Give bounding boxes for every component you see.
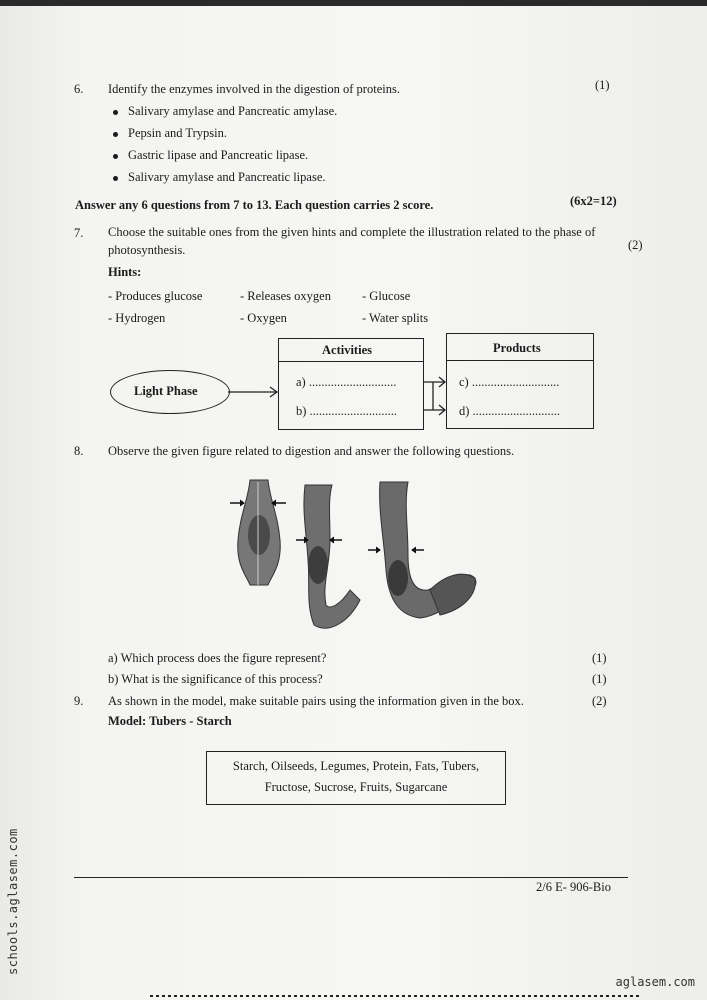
q9-model: Model: Tubers - Starch [108, 714, 232, 728]
q8b-score: (1) [592, 672, 607, 686]
q9-box-line2: Fructose, Sucrose, Fruits, Sugarcane [264, 780, 448, 794]
q7-hint: - Releases oxygen [240, 289, 331, 303]
q7-hints-label: Hints: [108, 265, 142, 279]
q7-text-line1: Choose the suitable ones from the given hints and complete the illustration related to the phase of [108, 225, 596, 239]
q6-option: Gastric lipase and Pancreatic lipase. [128, 148, 309, 162]
q6-option: Salivary amylase and Pancreatic lipase. [128, 170, 326, 184]
q9-score: (2) [592, 694, 607, 708]
q6-number: 6. [74, 82, 84, 96]
q6-option: Pepsin and Trypsin. [128, 126, 227, 140]
q7-text-line2: photosynthesis. [108, 243, 186, 257]
products-header: Products [493, 341, 541, 355]
q7-hint: - Water splits [362, 311, 429, 325]
side-watermark: schools.aglasem.com [6, 828, 20, 975]
q8b-text: b) What is the significance of this process? [108, 672, 323, 686]
q8a-text: a) Which process does the figure represent? [108, 651, 327, 665]
q6-option: Salivary amylase and Pancreatic amylase. [128, 104, 338, 118]
q7-hint: - Glucose [362, 289, 411, 303]
q8-number: 8. [74, 444, 84, 458]
q7-hint: - Oxygen [240, 311, 287, 325]
q6-text: Identify the enzymes involved in the digestion of proteins. [108, 82, 400, 96]
blank-d: d) ............................ [459, 404, 561, 418]
q7-number: 7. [74, 226, 84, 240]
q9-box-line1: Starch, Oilseeds, Legumes, Protein, Fats, Tubers, [232, 759, 480, 773]
q7-hint: - Hydrogen [108, 311, 166, 325]
q9-number: 9. [74, 694, 84, 708]
section-instruction: Answer any 6 questions from 7 to 13. Each question carries 2 score. [75, 198, 434, 212]
blank-c: c) ............................ [459, 375, 560, 389]
section-score: (6x2=12) [570, 194, 617, 208]
q7-score: (2) [628, 238, 643, 252]
activities-header: Activities [322, 343, 372, 357]
q6-score: (1) [595, 78, 610, 92]
corner-watermark: aglasem.com [615, 975, 695, 989]
q8-text: Observe the given figure related to digestion and answer the following questions. [108, 444, 515, 458]
page-code: 2/6 E- 906-Bio [536, 880, 611, 894]
q7-hint: - Produces glucose [108, 289, 203, 303]
blank-b: b) ............................ [296, 404, 398, 418]
blank-a: a) ............................ [296, 375, 397, 389]
q8a-score: (1) [592, 651, 607, 665]
q9-text: As shown in the model, make suitable pairs using the information given in the box. [108, 694, 524, 708]
light-phase-label: Light Phase [134, 384, 198, 398]
